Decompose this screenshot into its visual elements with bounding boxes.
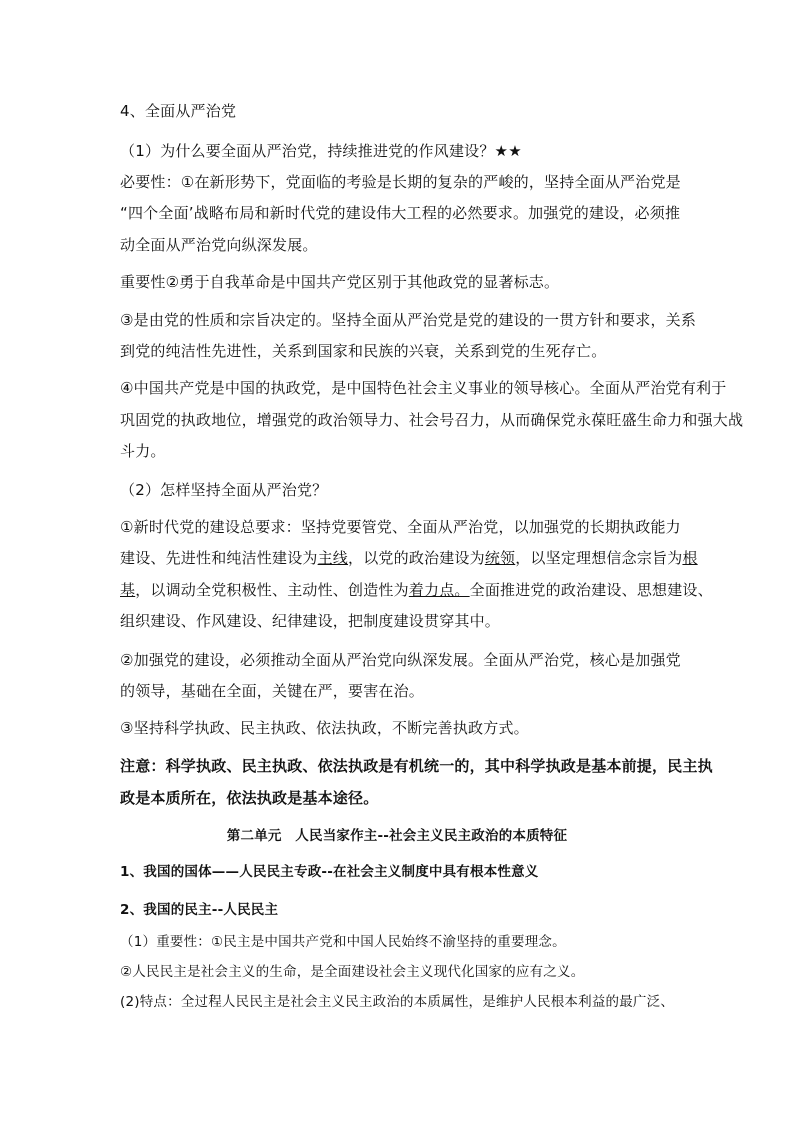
question-heading: （1）为什么要全面从严治党，持续推进党的作风建设？★★ xyxy=(120,142,522,160)
note-line: 注意：科学执政、民主执政、依法执政是有机统一的，其中科学执政是基本前提，民主执 xyxy=(120,757,713,775)
text-segment: ，以坚定理想信念宗旨为 xyxy=(515,549,683,567)
underlined-term: 着力点。 xyxy=(408,581,470,599)
text-line: 的领导，基础在全面，关键在严，要害在治。 xyxy=(120,682,425,700)
note-line: 政是本质所在，依法执政是基本途径。 xyxy=(120,789,379,807)
text-line: 重要性②勇于自我革命是中国共产党区别于其他政党的显著标志。 xyxy=(120,273,560,291)
underlined-term: 根 xyxy=(682,549,698,567)
unit-title: 第二单元 人民当家作主--社会主义民主政治的本质特征 xyxy=(226,828,568,844)
text-line: “四个全面’战略布局和新时代党的建设伟大工程的必然要求。加强党的建设，必须推 xyxy=(120,204,681,222)
text-line: (2)特点：全过程人民民主是社会主义民主政治的本质属性，是维护人民根本利益的最广泛、 xyxy=(120,994,675,1010)
text-segment: 全面推进党的政治建设、思想建设、 xyxy=(469,581,713,599)
text-line: 斗力。 xyxy=(120,442,166,460)
text-line: ③坚持科学执政、民主执政、依法执政，不断完善执政方式。 xyxy=(120,719,529,737)
underlined-term: 基 xyxy=(120,581,136,599)
subsection-heading: 2、我国的民主--人民民主 xyxy=(120,902,279,918)
text-line: 组织建设、作风建设、纪律建设，把制度建设贯穿其中。 xyxy=(120,612,501,630)
text-line: 到党的纯洁性先进性，关系到国家和民族的兴衰，关系到党的生死存亡。 xyxy=(120,342,607,360)
text-line xyxy=(120,580,713,600)
text-line: 动全面从严治党向纵深发展。 xyxy=(120,236,318,254)
subsection-heading: 1、我国的国体——人民民主专政--在社会主义制度中具有根本性意义 xyxy=(120,864,539,880)
question-heading: （2）怎样坚持全面从严治党？ xyxy=(120,481,328,499)
text-line: ③是由党的性质和宗旨决定的。坚持全面从严治党是党的建设的一贯方针和要求，关系 xyxy=(120,311,697,329)
text-line: ②加强党的建设，必须推动全面从严治党向纵深发展。全面从严治党，核心是加强党 xyxy=(120,651,681,669)
section-heading: 4、全面从严治党 xyxy=(120,102,237,120)
text-line: ①新时代党的建设总要求：坚持党要管党、全面从严治党，以加强党的长期执政能力 xyxy=(120,518,681,536)
text-segment: ，以调动全党积极性、主动性、创造性为 xyxy=(135,581,409,599)
text-line: 必要性：①在新形势下，党面临的考验是长期的复杂的严峻的，坚持全面从严治党是 xyxy=(120,173,681,191)
text-line: ②人民民主是社会主义的生命，是全面建设社会主义现代化国家的应有之义。 xyxy=(120,964,585,980)
text-line: 巩固党的执政地位，增强党的政治领导力、社会号召力，从而确保党永葆旺盛生命力和强大战 xyxy=(120,411,744,429)
text-segment: ，以党的政治建设为 xyxy=(348,549,485,567)
text-line: ④中国共产党是中国的执政党，是中国特色社会主义事业的领导核心。全面从严治党有利于 xyxy=(120,379,727,397)
text-segment: 建设、先进性和纯洁性建设为 xyxy=(120,549,318,567)
text-line: （1）重要性：①民主是中国共产党和中国人民始终不渝坚持的重要理念。 xyxy=(120,934,566,950)
underlined-term: 统领 xyxy=(484,549,516,567)
underlined-term: 主线 xyxy=(317,549,349,567)
text-line xyxy=(120,548,698,568)
